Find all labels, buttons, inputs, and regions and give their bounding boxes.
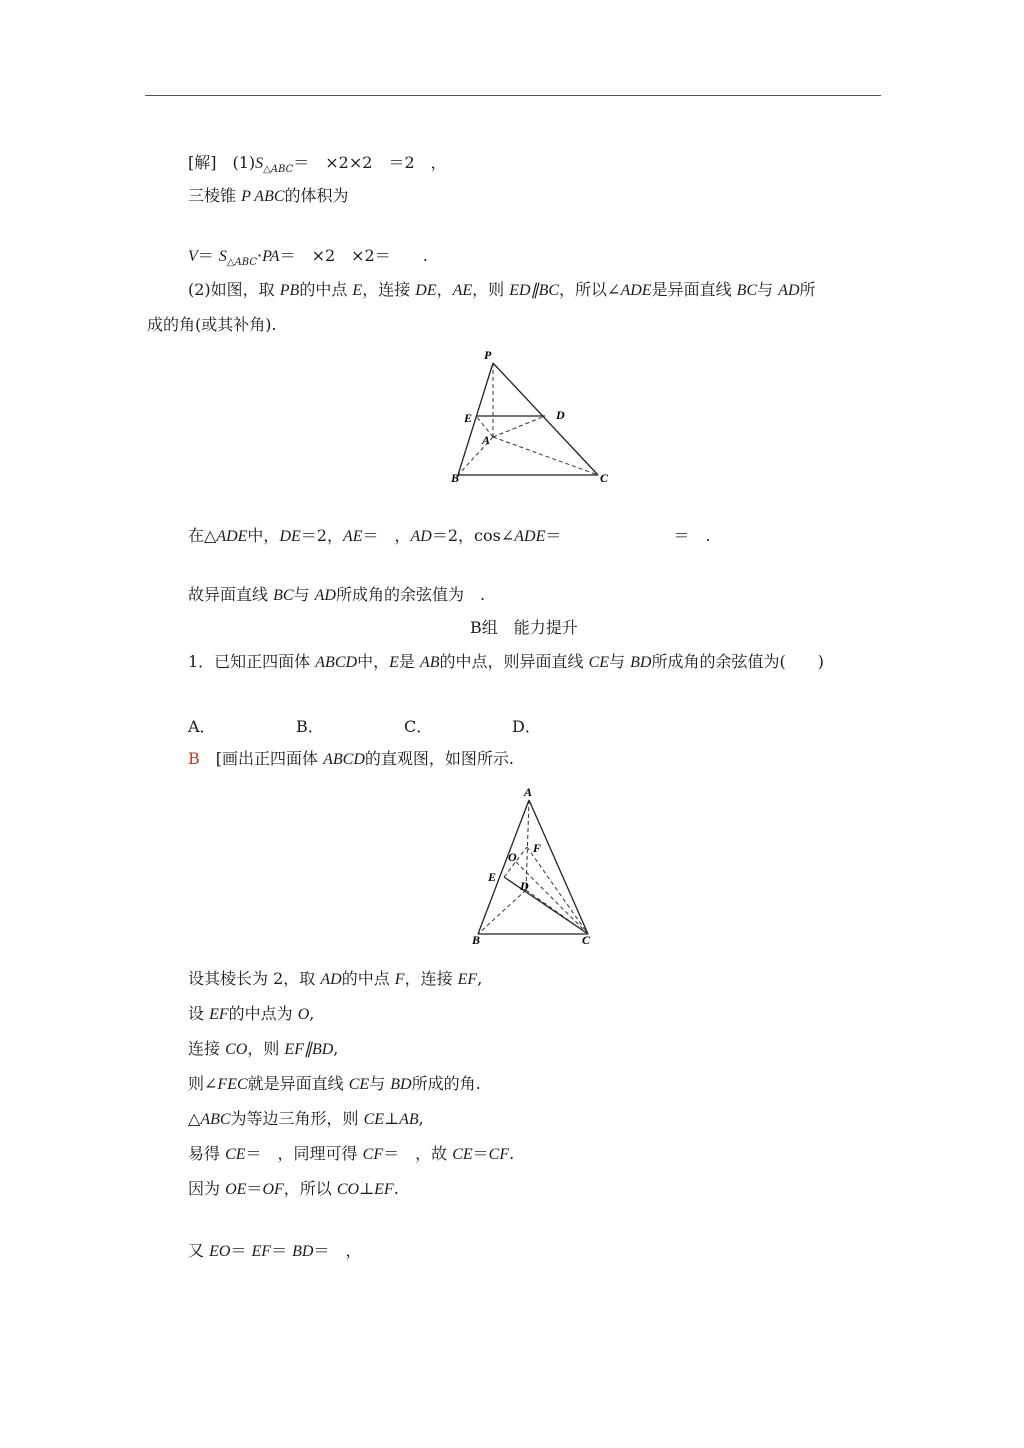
text: CE [363, 1111, 385, 1128]
text: , [477, 969, 483, 988]
text: ADE [216, 528, 248, 545]
edge-ad [493, 416, 545, 437]
subscript: △ABC [226, 257, 257, 268]
text: 所成角的余弦值为 . [335, 585, 486, 604]
edge-pc [493, 363, 598, 475]
text: 则∠ [188, 1074, 218, 1093]
edge-oc [516, 862, 588, 934]
text: [解] (1) [188, 153, 256, 172]
text: 与 [369, 1074, 391, 1093]
text: DE [279, 528, 301, 545]
text: 在△ [188, 526, 217, 545]
text: ＝ ，同理可得 [245, 1144, 363, 1163]
text: ＝ ，故 [383, 1144, 453, 1163]
text: AD [314, 587, 336, 604]
text: ＝ [271, 1241, 293, 1260]
text: 中， [247, 526, 280, 545]
label-e: E [488, 870, 497, 884]
text: AB [399, 1111, 419, 1128]
edge-ac [493, 437, 598, 475]
text: F [394, 971, 405, 988]
step-8 [188, 1240, 362, 1263]
text: CF [488, 1146, 510, 1163]
text: 因为 [188, 1179, 226, 1198]
text: S [255, 155, 264, 172]
text: ⊥ [359, 1179, 375, 1198]
text: , [418, 1109, 424, 1128]
text: ，连接 [362, 280, 416, 299]
text: ED∥BC [509, 282, 560, 299]
text: FEC [217, 1076, 248, 1093]
text: 的中点 [299, 280, 353, 299]
text: ，则 [247, 1039, 285, 1058]
solution-line-3 [188, 245, 428, 270]
text: V [188, 248, 198, 265]
option-c: C． [404, 717, 433, 736]
label-c: C [582, 933, 591, 947]
text: E [352, 282, 363, 299]
label-o: O [508, 850, 517, 864]
text: CE [348, 1076, 370, 1093]
edge-bd [478, 890, 526, 934]
label-d: D [556, 408, 565, 422]
text: 的中点为 [228, 1004, 298, 1023]
text: 1．已知正四面体 [188, 652, 316, 671]
text: . [509, 1144, 515, 1163]
step-6 [188, 1143, 514, 1166]
label-e: E [464, 411, 473, 425]
text: BC [273, 587, 294, 604]
label-c: C [600, 471, 609, 485]
text: 是 [398, 652, 420, 671]
text: DE [415, 282, 437, 299]
text: (2)如图，取 [188, 280, 280, 299]
text: 设 [188, 1004, 210, 1023]
text: P ABC [241, 188, 285, 205]
label-a: A [524, 785, 533, 799]
text: CF [362, 1146, 384, 1163]
text: BD [390, 1076, 412, 1093]
label-f: F [533, 841, 542, 855]
text: 所成的角. [411, 1074, 481, 1093]
text: CE [452, 1146, 473, 1163]
text: 与 [757, 280, 779, 299]
step-2 [188, 1003, 314, 1026]
text: EF [457, 971, 478, 988]
option-a: A． [188, 717, 216, 736]
text: ABCD [323, 751, 365, 768]
edge-ad [526, 800, 529, 890]
text: AE [342, 528, 363, 545]
text: EF [374, 1181, 394, 1198]
text: ＝ ， [313, 1241, 362, 1260]
text: ＝ ×2 ×2＝ . [279, 246, 428, 265]
text: 的体积为 [284, 186, 349, 205]
text: ＝ [472, 1144, 489, 1163]
text: EO [209, 1243, 231, 1260]
text: OE [225, 1181, 247, 1198]
solution-line-7 [188, 584, 485, 607]
text: ，连接 [404, 969, 458, 988]
text: [画出正四面体 [215, 749, 324, 768]
step-5 [188, 1108, 424, 1131]
step-4 [188, 1073, 481, 1096]
text: OF [262, 1181, 284, 1198]
text: 所 [799, 280, 816, 299]
label-a: A [482, 433, 491, 447]
text: 又 [188, 1241, 210, 1260]
text: ADE [620, 282, 652, 299]
text: EF [209, 1006, 229, 1023]
text: BC [736, 282, 758, 299]
solution-line-4 [188, 279, 816, 302]
answer-line [188, 748, 514, 771]
text: ，则 [472, 280, 510, 299]
text: ⊥ [384, 1109, 400, 1128]
text: O [297, 1006, 310, 1023]
label-d: D [520, 879, 529, 893]
text: E [389, 654, 399, 671]
tetrahedron-figure-abcd [460, 782, 605, 952]
text: EF∥BD [284, 1041, 334, 1058]
solution-line-6 [188, 525, 710, 548]
text: △ [188, 1109, 201, 1128]
text: BD [630, 654, 652, 671]
text: ＝ ， [362, 526, 411, 545]
step-3 [188, 1038, 338, 1061]
text: CE [225, 1146, 246, 1163]
text: . [393, 1179, 399, 1198]
label-b: B [451, 471, 460, 485]
text: AE [452, 282, 473, 299]
text: ABC [200, 1111, 231, 1128]
text: 易得 [188, 1144, 226, 1163]
text: ，所以 [283, 1179, 337, 1198]
text: 设其棱长为 2，取 [188, 969, 321, 988]
text: 连接 [188, 1039, 226, 1058]
edge-fc [527, 847, 588, 934]
text: 就是异面直线 [247, 1074, 349, 1093]
step-1 [188, 968, 482, 991]
text: 故异面直线 [188, 585, 274, 604]
answer-letter: B [188, 749, 200, 768]
text: ＝ [230, 1241, 252, 1260]
text: ，所以∠ [559, 280, 621, 299]
text: AD [320, 971, 342, 988]
text: ， [436, 280, 453, 299]
text: 是异面直线 [651, 280, 737, 299]
text: CO [225, 1041, 248, 1058]
text: PA [262, 248, 280, 265]
label-p: P [484, 348, 492, 362]
text: 的中点，则异面直线 [439, 652, 589, 671]
text: ＝2，cos∠ [431, 526, 515, 545]
text: AD [410, 528, 432, 545]
pyramid-figure-pabc [440, 345, 620, 490]
text: ABCD [315, 654, 358, 671]
text: AD [778, 282, 800, 299]
text: 的中点 [341, 969, 395, 988]
option-b: B． [296, 717, 324, 736]
text: AB [419, 654, 440, 671]
text: ＝ ×2×2 ＝2 ， [293, 153, 447, 172]
step-7 [188, 1178, 399, 1201]
subscript: △ABC [263, 164, 294, 175]
text: ADE [514, 528, 546, 545]
text: 与 [609, 652, 631, 671]
header-rule [145, 95, 881, 96]
text: 与 [293, 585, 315, 604]
solution-line-1 [188, 152, 447, 177]
solution-line-2 [188, 185, 349, 208]
text: ＝2， [300, 526, 343, 545]
text: 的直观图，如图所示. [364, 749, 514, 768]
text: 三棱锥 [188, 186, 242, 205]
text: BD [292, 1243, 314, 1260]
text: 为等边三角形，则 [230, 1109, 364, 1128]
text: , [333, 1039, 339, 1058]
text: EF [251, 1243, 272, 1260]
text: ＝ [246, 1179, 263, 1198]
text: S [218, 248, 227, 265]
text: 所成角的余弦值为( ) [651, 652, 824, 671]
question-1 [188, 651, 824, 674]
label-b: B [472, 933, 481, 947]
text: CO [336, 1181, 360, 1198]
text: ＝ ＝ . [545, 526, 711, 545]
text: ＝ [197, 246, 219, 265]
option-d: D． [512, 717, 541, 736]
text: 中， [357, 652, 390, 671]
text: , [309, 1004, 315, 1023]
text: CE [588, 654, 610, 671]
section-title: B组 能力提升 [470, 618, 578, 637]
text: · [256, 246, 263, 265]
solution-line-5: 成的角(或其补角). [147, 315, 277, 334]
text: PB [279, 282, 300, 299]
